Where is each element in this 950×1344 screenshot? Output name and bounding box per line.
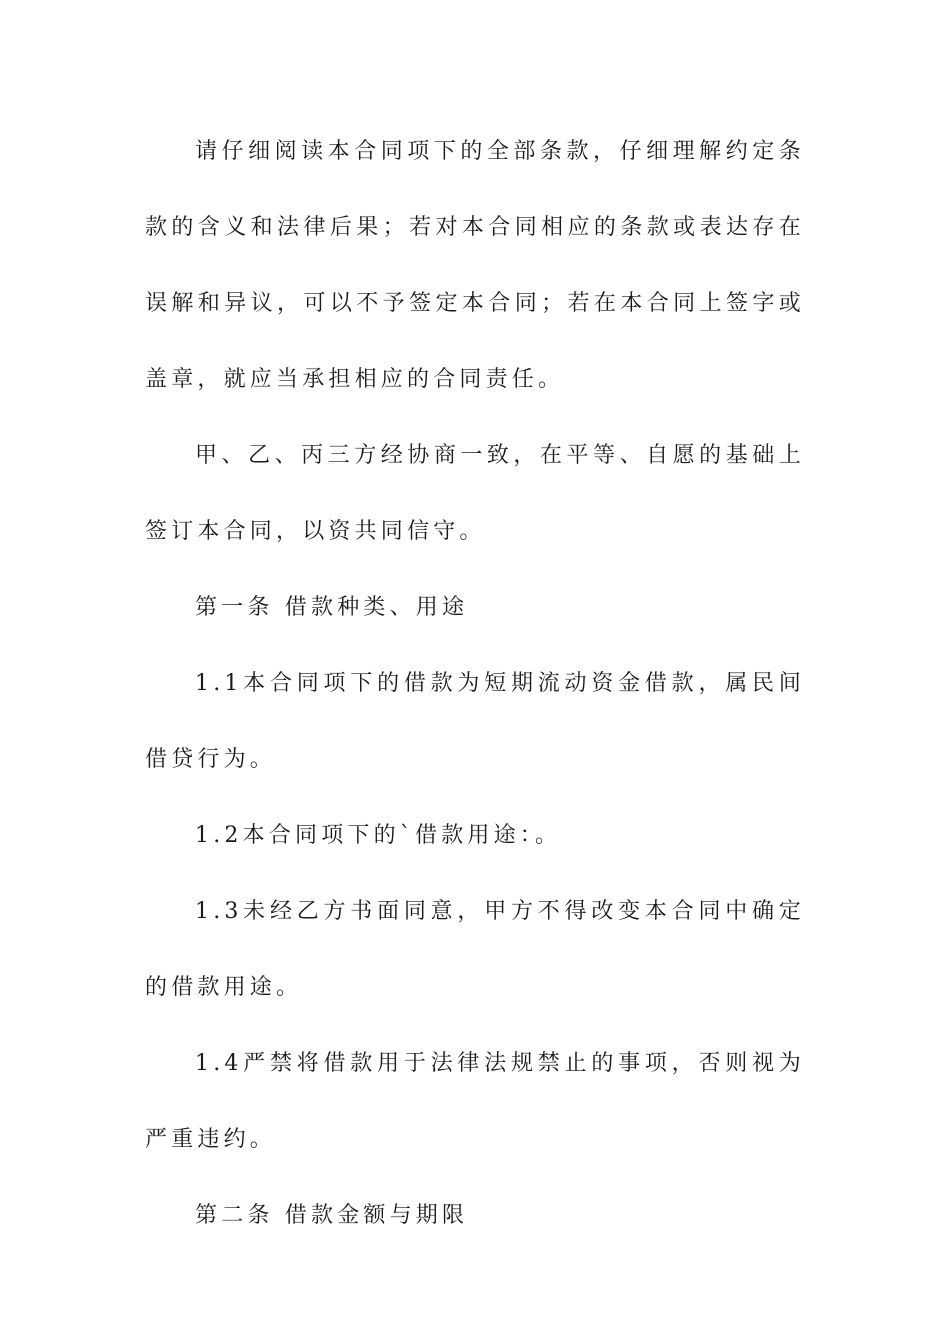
clause-1-2: 1.2本合同项下的`借款用途：。 [195, 823, 562, 848]
clause-1-1: 1.1本合同项下的借款为短期流动资金借款，属民间借贷行为。 [145, 671, 805, 772]
article-2-heading: 第二条 借款金额与期限 [195, 1203, 469, 1228]
clause-1-3: 1.3未经乙方书面同意，甲方不得改变本合同中确定的借款用途。 [145, 899, 805, 1000]
article-1-heading: 第一条 借款种类、用途 [195, 595, 469, 620]
paragraph-agreement-statement: 甲、乙、丙三方经协商一致，在平等、自愿的基础上签订本合同，以资共同信守。 [145, 443, 805, 544]
paragraph-reading-notice: 请仔细阅读本合同项下的全部条款，仔细理解约定条款的含义和法律后果；若对本合同相应的条款或表达存在误解和异议，可以不予签定本合同；若在本合同上签字或盖章，就应当承担相应的合同责任。 [145, 139, 805, 392]
clause-1-4: 1.4严禁将借款用于法律法规禁止的事项，否则视为严重违约。 [145, 1051, 805, 1152]
